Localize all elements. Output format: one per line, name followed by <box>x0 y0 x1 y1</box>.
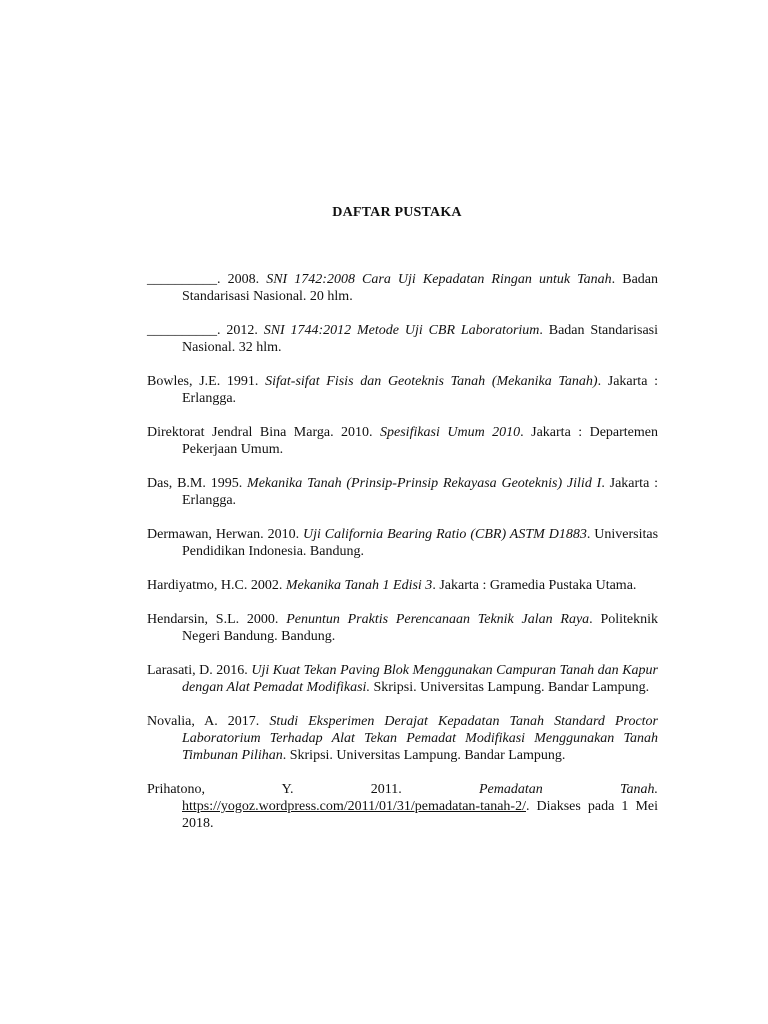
reference-author: Novalia, A. <box>147 714 218 729</box>
reference-details: . Jakarta : Erlangga. <box>182 476 658 508</box>
reference-details: . Badan Standarisasi Nasional. 32 hlm. <box>182 323 659 355</box>
reference-year: . 2012. <box>217 323 264 338</box>
reference-entry <box>147 526 658 560</box>
reference-entry <box>147 373 658 407</box>
reference-title: SNI 1742:2008 Cara Uji Kepadatan Ringan untuk Tanah <box>266 272 612 287</box>
reference-list <box>147 271 658 849</box>
reference-year: 2002. <box>247 578 286 593</box>
reference-title: Penuntun Praktis Perencanaan Teknik Jalan Raya <box>286 612 590 627</box>
reference-entry <box>147 322 658 356</box>
reference-year: 1995. <box>205 476 248 491</box>
reference-author: Larasati, D. <box>147 663 213 678</box>
reference-details: . Badan Standarisasi Nasional. 20 hlm. <box>182 272 659 304</box>
reference-entry <box>147 611 658 645</box>
reference-entry <box>147 662 658 696</box>
reference-details: . Politeknik Negeri Bandung. Bandung. <box>182 612 658 644</box>
reference-author: Direktorat Jendral Bina Marga. <box>147 425 334 440</box>
reference-entry <box>147 475 658 509</box>
reference-title: Sifat-sifat Fisis dan Geoteknis Tanah (Mekanika Tanah) <box>265 374 598 389</box>
reference-year: 2010. <box>333 425 381 440</box>
reference-author: Hardiyatmo, H.C. <box>147 578 248 593</box>
reference-title: Uji Kuat Tekan Paving Blok Menggunakan Campuran Tanah dan Kapur dengan Alat Pemadat Modifikasi. <box>182 663 658 695</box>
reference-author: Hendarsin, S.L. <box>147 612 240 627</box>
reference-author: Bowles, J.E. <box>147 374 221 389</box>
reference-details: . Skripsi. Universitas Lampung. Bandar Lampung. <box>282 748 566 763</box>
reference-year: 2016. <box>212 663 252 678</box>
reference-author: __________ <box>147 272 217 287</box>
reference-entry <box>147 424 658 458</box>
reference-year: 2010. <box>263 527 303 542</box>
reference-author: Das, B.M. <box>147 476 206 491</box>
reference-year: . 2008. <box>217 272 267 287</box>
reference-details: Skripsi. Universitas Lampung. Bandar Lampung. <box>369 680 650 695</box>
reference-url-link[interactable]: https://yogoz.wordpress.com/2011/01/31/pemadatan-tanah-2/ <box>182 799 526 814</box>
reference-year: 2011. <box>293 782 479 797</box>
page-title: DAFTAR PUSTAKA <box>332 205 462 220</box>
reference-title: SNI 1744:2012 Metode Uji CBR Laboratorium <box>263 323 540 338</box>
reference-entry <box>147 577 658 594</box>
reference-title: Mekanika Tanah (Prinsip-Prinsip Rekayasa Geoteknis) Jilid I <box>247 476 602 491</box>
reference-author: Dermawan, Herwan. <box>147 527 264 542</box>
reference-details: . Diakses pada 1 Mei 2018. <box>182 799 658 831</box>
reference-year: 2000. <box>239 612 287 627</box>
reference-title: Studi Eksperimen Derajat Kepadatan Tanah Standard Proctor Laboratorium Terhadap Alat Tekan Pemadat Modifikasi Menggunakan Tanah Timbunan Pilihan <box>182 714 659 763</box>
reference-year: 2017. <box>217 714 270 729</box>
reference-title: Uji California Bearing Ratio (CBR) ASTM D1883 <box>303 527 587 542</box>
reference-details: . Jakarta : Gramedia Pustaka Utama. <box>432 578 637 593</box>
reference-title: Pemadatan Tanah. <box>478 782 658 797</box>
reference-details: . Universitas Pendidikan Indonesia. Bandung. <box>182 527 659 559</box>
reference-author: __________ <box>147 323 217 338</box>
reference-entry <box>147 271 658 305</box>
reference-author: Prihatono, Y. <box>147 782 294 797</box>
reference-entry <box>147 781 658 832</box>
reference-entry <box>147 713 658 764</box>
reference-title: Spesifikasi Umum 2010 <box>380 425 521 440</box>
reference-title: Mekanika Tanah 1 Edisi 3 <box>285 578 433 593</box>
reference-details: . Jakarta : Departemen Pekerjaan Umum. <box>182 425 659 457</box>
reference-details: . Jakarta : Erlangga. <box>182 374 659 406</box>
reference-year: 1991. <box>220 374 266 389</box>
